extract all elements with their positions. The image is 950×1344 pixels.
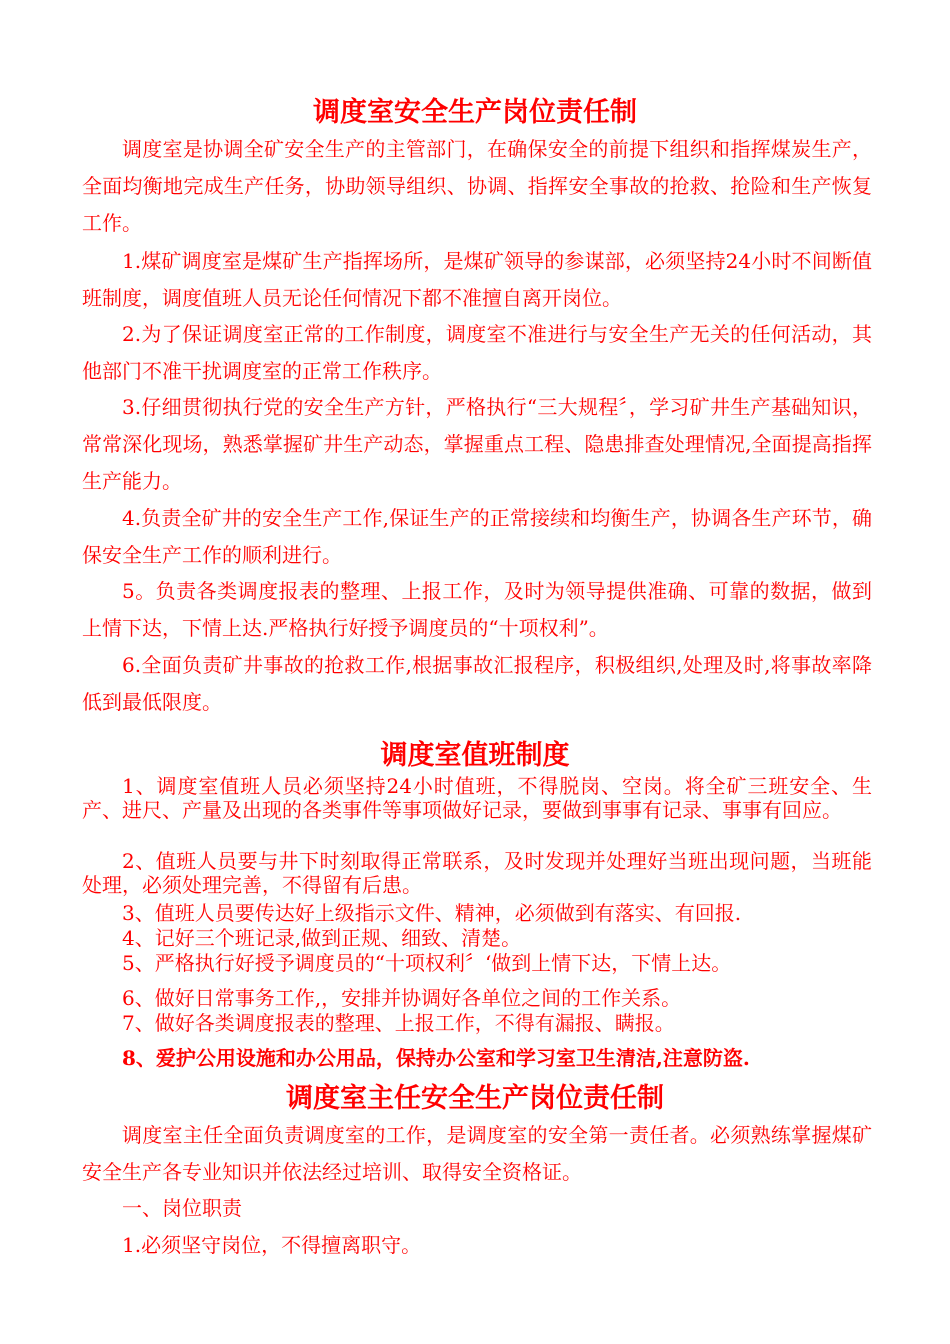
- section3-title: 调度室主任安全生产岗位责任制: [286, 1083, 664, 1114]
- section1-item-4: 4.负责全矿井的安全生产工作,保证生产的正常接续和均衡生产，协调各生产环节，确保安全生产工作的顺利进行。: [82, 506, 872, 567]
- section2-item-4: 4、记好三个班记录,做到正规、细致、清楚。: [122, 926, 522, 950]
- section2-item-8: 8、爱护公用设施和办公用品，保持办公室和学习室卫生清洁,注意防盗.: [122, 1046, 750, 1070]
- section1-item-1: 1.煤矿调度室是煤矿生产指挥场所，是煤矿领导的参谋部，必须坚持24小时不间断值班制度，调度值班人员无论任何情况下都不准擅自离开岗位。: [82, 249, 872, 310]
- section1-item-5: 5。负责各类调度报表的整理、上报工作，及时为领导提供准确、可靠的数据，做到上情下达，下情上达.严格执行好授予调度员的“十项权利”。: [82, 579, 872, 640]
- section2-item-1: 1、调度室值班人员必须坚持24小时值班，不得脱岗、空岗。将全矿三班安全、生产、进尺、产量及出现的各类事件等事项做好记录，要做到事事有记录、事事有回应。: [82, 774, 872, 822]
- section1-item-6: 6.全面负责矿井事故的抢救工作,根据事故汇报程序，积极组织,处理及时,将事故率降低到最低限度。: [82, 653, 872, 714]
- section2-item-3: 3、值班人员要传达好上级指示文件、精神，必须做到有落实、有回报.: [122, 901, 742, 925]
- section3-subheading: 一、岗位职责: [122, 1196, 242, 1220]
- section2-title: 调度室值班制度: [380, 740, 570, 771]
- section1-item-3: 3.仔细贯彻执行党的安全生产方针，严格执行“三大规程〞，学习矿井生产基础知识，常常深化现场，熟悉掌握矿井生产动态，掌握重点工程、隐患排查处理情况,全面提高指挥生产能力。: [82, 395, 872, 493]
- section2-item-2: 2、值班人员要与井下时刻取得正常联系，及时发现并处理好当班出现问题，当班能处理，必须处理完善，不得留有后患。: [82, 849, 872, 897]
- section3-intro: 调度室主任全面负责调度室的工作，是调度室的安全第一责任者。必须熟练掌握煤矿安全生产各专业知识并依法经过培训、取得安全资格证。: [82, 1123, 872, 1184]
- section1-intro: 调度室是协调全矿安全生产的主管部门，在确保安全的前提下组织和指挥煤炭生产，全面均衡地完成生产任务，协助领导组织、协调、指挥安全事故的抢救、抢险和生产恢复工作。: [82, 137, 872, 235]
- section1-title: 调度室安全生产岗位责任制: [313, 97, 637, 128]
- section1-item-2: 2.为了保证调度室正常的工作制度，调度室不准进行与安全生产无关的任何活动，其他部门不准干扰调度室的正常工作秩序。: [82, 322, 872, 383]
- section2-item-6: 6、做好日常事务工作,，安排并协调好各单位之间的工作关系。: [122, 986, 682, 1010]
- section3-item-1: 1.必须坚守岗位，不得擅离职守。: [122, 1233, 422, 1257]
- section2-item-7: 7、做好各类调度报表的整理、上报工作，不得有漏报、瞒报。: [122, 1011, 675, 1035]
- section2-item-5: 5、严格执行好授予调度员的“十项权利〞‘做到上情下达，下情上达。: [122, 951, 732, 975]
